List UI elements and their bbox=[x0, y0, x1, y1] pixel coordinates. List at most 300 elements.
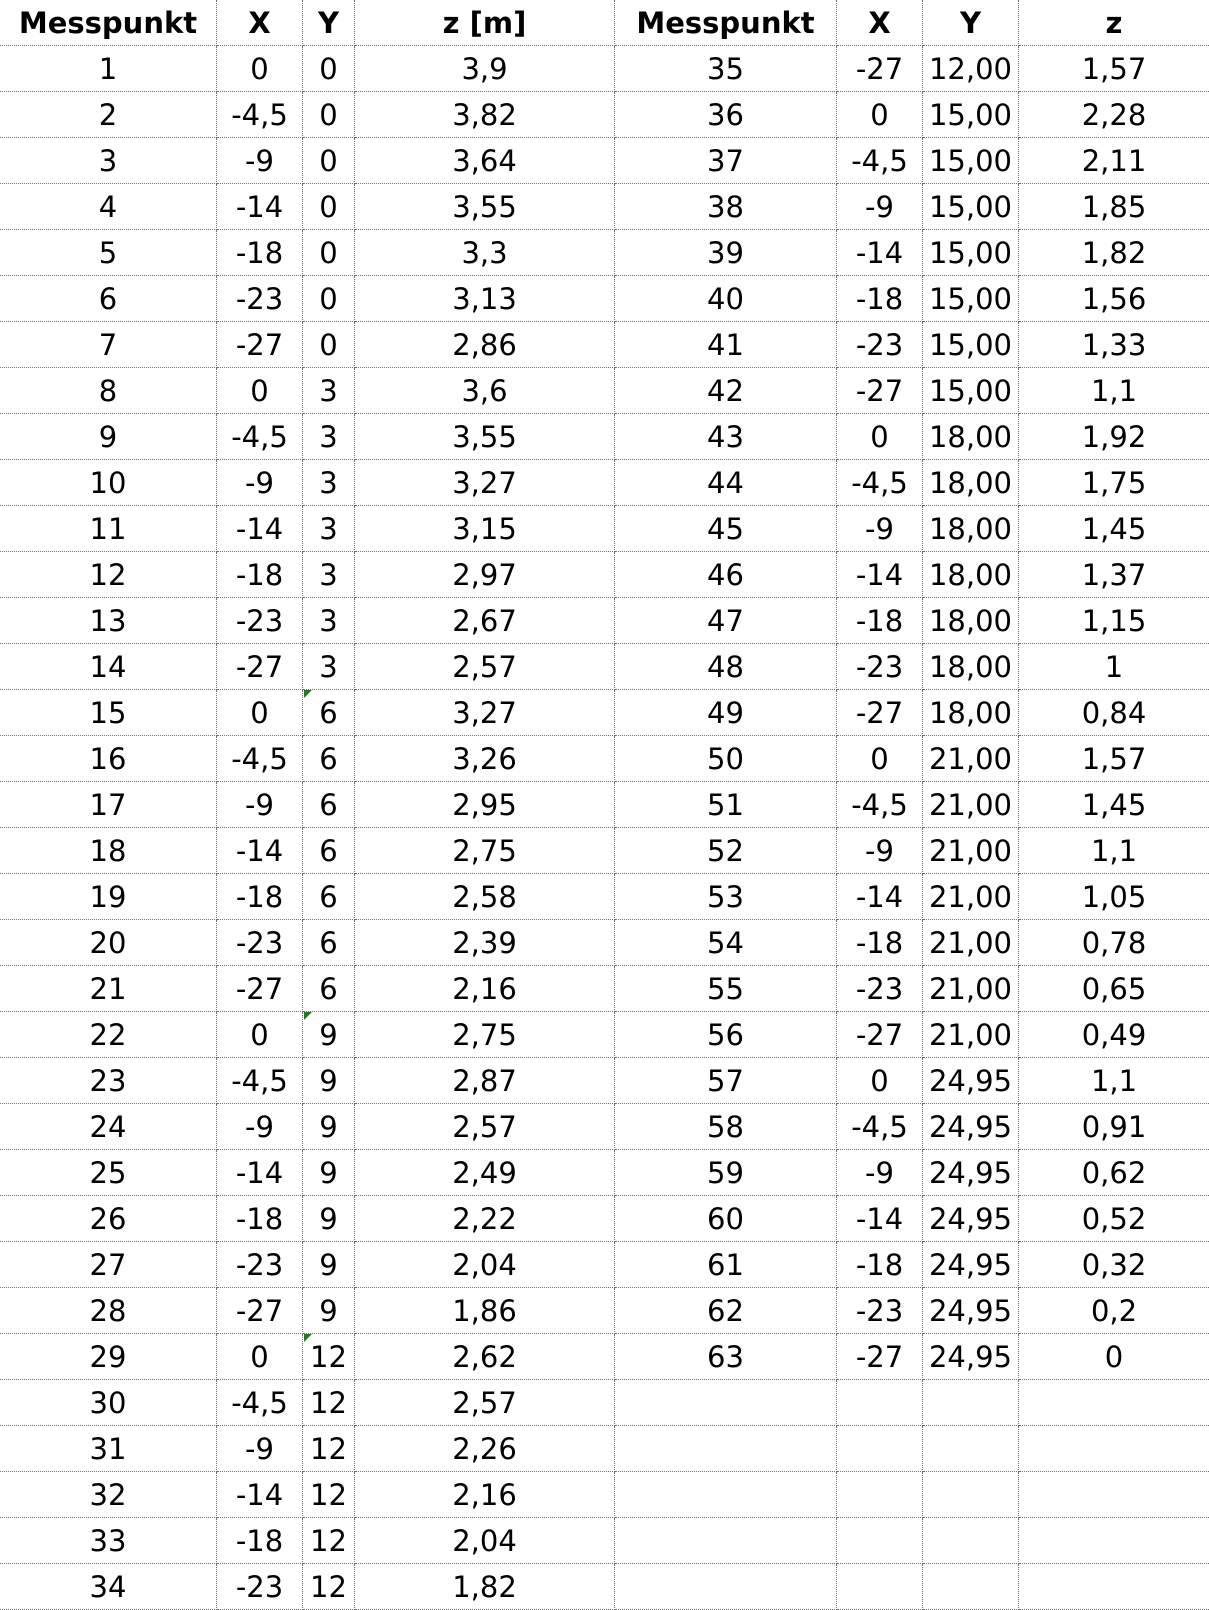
x-cell[interactable]: -9 bbox=[217, 460, 303, 506]
x-cell[interactable]: -23 bbox=[217, 920, 303, 966]
z-cell[interactable]: 2,04 bbox=[355, 1518, 615, 1564]
z-cell-right[interactable]: 1,15 bbox=[1019, 598, 1209, 644]
y-cell[interactable]: 3 bbox=[303, 414, 355, 460]
messpunkt-cell[interactable]: 18 bbox=[0, 828, 217, 874]
y-cell-right[interactable]: 18,00 bbox=[923, 460, 1019, 506]
z-cell[interactable]: 2,86 bbox=[355, 322, 615, 368]
x-cell[interactable]: -18 bbox=[217, 230, 303, 276]
messpunkt-cell-right[interactable]: 42 bbox=[615, 368, 837, 414]
y-cell[interactable]: 6 bbox=[303, 920, 355, 966]
z-cell[interactable]: 2,22 bbox=[355, 1196, 615, 1242]
x-cell-right[interactable] bbox=[837, 1518, 923, 1564]
z-cell-right[interactable]: 1,1 bbox=[1019, 1058, 1209, 1104]
y-cell[interactable]: 3 bbox=[303, 460, 355, 506]
z-cell-right[interactable]: 1 bbox=[1019, 644, 1209, 690]
messpunkt-cell[interactable]: 17 bbox=[0, 782, 217, 828]
z-cell[interactable]: 2,87 bbox=[355, 1058, 615, 1104]
messpunkt-cell-right[interactable]: 56 bbox=[615, 1012, 837, 1058]
y-cell[interactable]: 0 bbox=[303, 46, 355, 92]
y-cell-right[interactable]: 21,00 bbox=[923, 736, 1019, 782]
messpunkt-cell-right[interactable] bbox=[615, 1472, 837, 1518]
table-row bbox=[0, 1518, 1209, 1564]
z-cell[interactable]: 2,57 bbox=[355, 644, 615, 690]
z-cell[interactable]: 3,64 bbox=[355, 138, 615, 184]
messpunkt-cell[interactable]: 27 bbox=[0, 1242, 217, 1288]
messpunkt-cell[interactable]: 28 bbox=[0, 1288, 217, 1334]
messpunkt-cell[interactable]: 20 bbox=[0, 920, 217, 966]
z-cell-right[interactable]: 2,28 bbox=[1019, 92, 1209, 138]
messpunkt-cell-right[interactable]: 46 bbox=[615, 552, 837, 598]
z-cell[interactable]: 2,97 bbox=[355, 552, 615, 598]
y-cell-right[interactable]: 15,00 bbox=[923, 322, 1019, 368]
y-cell[interactable]: 9 bbox=[303, 1196, 355, 1242]
messpunkt-cell[interactable]: 11 bbox=[0, 506, 217, 552]
x-cell-right[interactable]: -23 bbox=[837, 644, 923, 690]
x-cell-right[interactable]: -9 bbox=[837, 1150, 923, 1196]
y-cell-right[interactable]: 24,95 bbox=[923, 1196, 1019, 1242]
y-cell[interactable]: 3 bbox=[303, 598, 355, 644]
messpunkt-cell[interactable]: 10 bbox=[0, 460, 217, 506]
y-cell-right[interactable]: 15,00 bbox=[923, 184, 1019, 230]
z-cell-right[interactable]: 0,2 bbox=[1019, 1288, 1209, 1334]
x-cell-right[interactable]: -27 bbox=[837, 1012, 923, 1058]
y-cell[interactable]: 0 bbox=[303, 322, 355, 368]
z-cell[interactable]: 3,13 bbox=[355, 276, 615, 322]
x-cell-right[interactable]: -23 bbox=[837, 1288, 923, 1334]
x-cell-right[interactable] bbox=[837, 1564, 923, 1610]
messpunkt-cell[interactable]: 32 bbox=[0, 1472, 217, 1518]
z-cell-right[interactable]: 0,32 bbox=[1019, 1242, 1209, 1288]
x-cell-right[interactable]: -27 bbox=[837, 46, 923, 92]
messpunkt-cell-right[interactable] bbox=[615, 1564, 837, 1610]
z-cell[interactable]: 3,27 bbox=[355, 690, 615, 736]
z-cell-right[interactable]: 2,11 bbox=[1019, 138, 1209, 184]
messpunkt-cell[interactable]: 23 bbox=[0, 1058, 217, 1104]
messpunkt-cell-right[interactable]: 44 bbox=[615, 460, 837, 506]
messpunkt-cell[interactable]: 2 bbox=[0, 92, 217, 138]
y-cell-right[interactable] bbox=[923, 1564, 1019, 1610]
z-cell[interactable]: 3,82 bbox=[355, 92, 615, 138]
messpunkt-cell[interactable]: 5 bbox=[0, 230, 217, 276]
messpunkt-cell[interactable]: 9 bbox=[0, 414, 217, 460]
z-cell-right[interactable]: 0,65 bbox=[1019, 966, 1209, 1012]
x-cell[interactable]: -18 bbox=[217, 874, 303, 920]
x-cell[interactable]: -4,5 bbox=[217, 92, 303, 138]
y-cell-right[interactable]: 12,00 bbox=[923, 46, 1019, 92]
messpunkt-cell[interactable]: 6 bbox=[0, 276, 217, 322]
x-cell-right[interactable]: -18 bbox=[837, 276, 923, 322]
z-cell[interactable]: 2,57 bbox=[355, 1104, 615, 1150]
z-cell-right[interactable]: 1,33 bbox=[1019, 322, 1209, 368]
header-cell-z-right[interactable]: z bbox=[1019, 0, 1209, 46]
x-cell[interactable]: 0 bbox=[217, 1012, 303, 1058]
y-cell-right[interactable]: 18,00 bbox=[923, 598, 1019, 644]
x-cell-right[interactable]: 0 bbox=[837, 1058, 923, 1104]
messpunkt-cell-right[interactable]: 45 bbox=[615, 506, 837, 552]
table-row bbox=[0, 1242, 1209, 1288]
z-cell-right[interactable]: 1,37 bbox=[1019, 552, 1209, 598]
y-cell[interactable]: 0 bbox=[303, 138, 355, 184]
x-cell-right[interactable]: -27 bbox=[837, 690, 923, 736]
x-cell[interactable]: -23 bbox=[217, 1564, 303, 1610]
z-cell[interactable]: 2,16 bbox=[355, 966, 615, 1012]
z-cell[interactable]: 2,75 bbox=[355, 1012, 615, 1058]
x-cell[interactable]: -27 bbox=[217, 966, 303, 1012]
y-cell[interactable]: 9 bbox=[303, 1104, 355, 1150]
x-cell[interactable]: -14 bbox=[217, 506, 303, 552]
messpunkt-cell[interactable]: 8 bbox=[0, 368, 217, 414]
messpunkt-cell-right[interactable]: 60 bbox=[615, 1196, 837, 1242]
y-cell-right[interactable]: 21,00 bbox=[923, 874, 1019, 920]
x-cell[interactable]: -4,5 bbox=[217, 1380, 303, 1426]
y-cell-right[interactable]: 24,95 bbox=[923, 1150, 1019, 1196]
x-cell[interactable]: -9 bbox=[217, 1426, 303, 1472]
y-cell[interactable]: 12 bbox=[303, 1380, 355, 1426]
y-cell-right[interactable]: 18,00 bbox=[923, 690, 1019, 736]
z-cell[interactable]: 2,57 bbox=[355, 1380, 615, 1426]
x-cell[interactable]: 0 bbox=[217, 46, 303, 92]
y-cell-right[interactable] bbox=[923, 1518, 1019, 1564]
messpunkt-cell-right[interactable]: 48 bbox=[615, 644, 837, 690]
y-cell-right[interactable]: 21,00 bbox=[923, 828, 1019, 874]
table-row bbox=[0, 690, 1209, 736]
y-cell[interactable]: 6 bbox=[303, 966, 355, 1012]
z-cell[interactable]: 2,04 bbox=[355, 1242, 615, 1288]
header-cell-x[interactable]: X bbox=[217, 0, 303, 46]
y-cell-right[interactable] bbox=[923, 1426, 1019, 1472]
z-cell[interactable]: 2,58 bbox=[355, 874, 615, 920]
y-cell[interactable] bbox=[303, 690, 355, 736]
messpunkt-cell[interactable]: 19 bbox=[0, 874, 217, 920]
messpunkt-cell[interactable]: 33 bbox=[0, 1518, 217, 1564]
x-cell-right[interactable]: -14 bbox=[837, 552, 923, 598]
messpunkt-cell-right[interactable]: 62 bbox=[615, 1288, 837, 1334]
messpunkt-cell-right[interactable]: 63 bbox=[615, 1334, 837, 1380]
y-cell[interactable]: 0 bbox=[303, 92, 355, 138]
x-cell[interactable]: -9 bbox=[217, 1104, 303, 1150]
x-cell-right[interactable]: -23 bbox=[837, 322, 923, 368]
z-cell-right[interactable]: 1,57 bbox=[1019, 736, 1209, 782]
y-cell[interactable]: 0 bbox=[303, 184, 355, 230]
messpunkt-cell-right[interactable]: 49 bbox=[615, 690, 837, 736]
y-cell-right[interactable]: 15,00 bbox=[923, 276, 1019, 322]
messpunkt-cell-right[interactable]: 38 bbox=[615, 184, 837, 230]
x-cell-right[interactable] bbox=[837, 1472, 923, 1518]
x-cell-right[interactable]: -9 bbox=[837, 506, 923, 552]
y-cell-right[interactable]: 21,00 bbox=[923, 782, 1019, 828]
z-cell[interactable]: 2,39 bbox=[355, 920, 615, 966]
z-cell[interactable]: 2,49 bbox=[355, 1150, 615, 1196]
x-cell-right[interactable]: -18 bbox=[837, 920, 923, 966]
messpunkt-cell[interactable]: 24 bbox=[0, 1104, 217, 1150]
z-cell-right[interactable]: 1,45 bbox=[1019, 506, 1209, 552]
messpunkt-cell-right[interactable]: 43 bbox=[615, 414, 837, 460]
z-cell-right[interactable]: 1,05 bbox=[1019, 874, 1209, 920]
table-row bbox=[0, 276, 1209, 322]
messpunkt-cell-right[interactable]: 36 bbox=[615, 92, 837, 138]
y-cell[interactable]: 3 bbox=[303, 368, 355, 414]
header-cell-y[interactable]: Y bbox=[303, 0, 355, 46]
y-cell[interactable]: 9 bbox=[303, 1288, 355, 1334]
messpunkt-cell[interactable]: 1 bbox=[0, 46, 217, 92]
x-cell[interactable]: 0 bbox=[217, 1334, 303, 1380]
messpunkt-cell[interactable]: 30 bbox=[0, 1380, 217, 1426]
messpunkt-cell-right[interactable]: 41 bbox=[615, 322, 837, 368]
y-cell-right[interactable]: 24,95 bbox=[923, 1334, 1019, 1380]
y-cell[interactable]: 9 bbox=[303, 1150, 355, 1196]
y-cell[interactable]: 6 bbox=[303, 828, 355, 874]
z-cell[interactable]: 2,62 bbox=[355, 1334, 615, 1380]
z-cell[interactable]: 3,6 bbox=[355, 368, 615, 414]
header-cell-messpunkt-right[interactable]: Messpunkt bbox=[615, 0, 837, 46]
messpunkt-cell-right[interactable]: 58 bbox=[615, 1104, 837, 1150]
messpunkt-cell-right[interactable]: 59 bbox=[615, 1150, 837, 1196]
x-cell[interactable]: -23 bbox=[217, 276, 303, 322]
x-cell[interactable]: -14 bbox=[217, 1472, 303, 1518]
x-cell-right[interactable] bbox=[837, 1380, 923, 1426]
messpunkt-cell-right[interactable]: 50 bbox=[615, 736, 837, 782]
y-cell[interactable] bbox=[303, 1334, 355, 1380]
table-row bbox=[0, 1150, 1209, 1196]
messpunkt-cell-right[interactable]: 53 bbox=[615, 874, 837, 920]
z-cell-right[interactable]: 1,92 bbox=[1019, 414, 1209, 460]
y-cell[interactable]: 3 bbox=[303, 506, 355, 552]
messpunkt-cell[interactable]: 22 bbox=[0, 1012, 217, 1058]
x-cell-right[interactable]: -14 bbox=[837, 1196, 923, 1242]
y-cell-right[interactable]: 18,00 bbox=[923, 644, 1019, 690]
z-cell-right[interactable]: 1,82 bbox=[1019, 230, 1209, 276]
z-cell-right[interactable] bbox=[1019, 1380, 1209, 1426]
table-row bbox=[0, 874, 1209, 920]
z-cell-right[interactable]: 0,84 bbox=[1019, 690, 1209, 736]
messpunkt-cell-right[interactable]: 55 bbox=[615, 966, 837, 1012]
x-cell-right[interactable]: -18 bbox=[837, 1242, 923, 1288]
z-cell[interactable]: 3,9 bbox=[355, 46, 615, 92]
x-cell[interactable]: -9 bbox=[217, 782, 303, 828]
x-cell[interactable]: -4,5 bbox=[217, 736, 303, 782]
z-cell-right[interactable]: 1,1 bbox=[1019, 368, 1209, 414]
messpunkt-cell-right[interactable]: 39 bbox=[615, 230, 837, 276]
messpunkt-cell-right[interactable]: 47 bbox=[615, 598, 837, 644]
y-cell-right[interactable]: 15,00 bbox=[923, 230, 1019, 276]
y-cell-right[interactable]: 21,00 bbox=[923, 1012, 1019, 1058]
y-cell[interactable]: 9 bbox=[303, 1242, 355, 1288]
x-cell-right[interactable]: -14 bbox=[837, 230, 923, 276]
table-row bbox=[0, 782, 1209, 828]
z-cell[interactable]: 3,55 bbox=[355, 414, 615, 460]
messpunkt-cell[interactable]: 15 bbox=[0, 690, 217, 736]
messpunkt-cell-right[interactable]: 37 bbox=[615, 138, 837, 184]
x-cell-right[interactable]: 0 bbox=[837, 414, 923, 460]
table-row bbox=[0, 368, 1209, 414]
x-cell[interactable]: -14 bbox=[217, 1150, 303, 1196]
y-cell[interactable] bbox=[303, 1012, 355, 1058]
x-cell[interactable]: 0 bbox=[217, 690, 303, 736]
z-cell-right[interactable] bbox=[1019, 1472, 1209, 1518]
z-cell[interactable]: 3,26 bbox=[355, 736, 615, 782]
z-cell-right[interactable]: 0 bbox=[1019, 1334, 1209, 1380]
z-cell[interactable]: 1,82 bbox=[355, 1564, 615, 1610]
y-cell-right[interactable] bbox=[923, 1472, 1019, 1518]
table-row bbox=[0, 644, 1209, 690]
z-cell-right[interactable]: 1,57 bbox=[1019, 46, 1209, 92]
y-cell-right[interactable]: 24,95 bbox=[923, 1242, 1019, 1288]
messpunkt-cell[interactable]: 7 bbox=[0, 322, 217, 368]
x-cell-right[interactable]: 0 bbox=[837, 736, 923, 782]
y-cell-right[interactable]: 24,95 bbox=[923, 1104, 1019, 1150]
y-cell-right[interactable]: 15,00 bbox=[923, 368, 1019, 414]
z-cell-right[interactable]: 0,62 bbox=[1019, 1150, 1209, 1196]
messpunkt-cell[interactable]: 31 bbox=[0, 1426, 217, 1472]
y-cell[interactable]: 12 bbox=[303, 1426, 355, 1472]
table-row bbox=[0, 414, 1209, 460]
x-cell[interactable]: -9 bbox=[217, 138, 303, 184]
y-cell-right[interactable]: 15,00 bbox=[923, 92, 1019, 138]
z-cell[interactable]: 2,26 bbox=[355, 1426, 615, 1472]
y-cell[interactable]: 6 bbox=[303, 782, 355, 828]
messpunkt-cell[interactable]: 12 bbox=[0, 552, 217, 598]
cell-value: 9 bbox=[319, 1018, 338, 1052]
z-cell[interactable]: 2,75 bbox=[355, 828, 615, 874]
y-cell[interactable]: 9 bbox=[303, 1058, 355, 1104]
x-cell-right[interactable]: -18 bbox=[837, 598, 923, 644]
x-cell-right[interactable]: 0 bbox=[837, 92, 923, 138]
x-cell[interactable]: -4,5 bbox=[217, 1058, 303, 1104]
z-cell[interactable]: 3,15 bbox=[355, 506, 615, 552]
x-cell-right[interactable]: -23 bbox=[837, 966, 923, 1012]
header-row bbox=[0, 0, 1209, 46]
y-cell[interactable]: 0 bbox=[303, 230, 355, 276]
x-cell-right[interactable]: -27 bbox=[837, 368, 923, 414]
x-cell-right[interactable]: -4,5 bbox=[837, 138, 923, 184]
y-cell[interactable]: 12 bbox=[303, 1472, 355, 1518]
x-cell[interactable]: -23 bbox=[217, 1242, 303, 1288]
y-cell[interactable]: 3 bbox=[303, 552, 355, 598]
z-cell-right[interactable]: 1,85 bbox=[1019, 184, 1209, 230]
z-cell-right[interactable]: 0,91 bbox=[1019, 1104, 1209, 1150]
messpunkt-cell-right[interactable]: 52 bbox=[615, 828, 837, 874]
x-cell-right[interactable]: -4,5 bbox=[837, 460, 923, 506]
x-cell[interactable]: -14 bbox=[217, 828, 303, 874]
z-cell[interactable]: 3,27 bbox=[355, 460, 615, 506]
table-row bbox=[0, 966, 1209, 1012]
y-cell-right[interactable]: 18,00 bbox=[923, 552, 1019, 598]
x-cell-right[interactable]: -4,5 bbox=[837, 782, 923, 828]
messpunkt-cell[interactable]: 21 bbox=[0, 966, 217, 1012]
x-cell[interactable]: -27 bbox=[217, 322, 303, 368]
z-cell[interactable]: 1,86 bbox=[355, 1288, 615, 1334]
x-cell-right[interactable]: -9 bbox=[837, 184, 923, 230]
messpunkt-cell[interactable]: 26 bbox=[0, 1196, 217, 1242]
x-cell[interactable]: -4,5 bbox=[217, 414, 303, 460]
messpunkt-cell-right[interactable]: 51 bbox=[615, 782, 837, 828]
messpunkt-cell[interactable]: 16 bbox=[0, 736, 217, 782]
x-cell-right[interactable]: -4,5 bbox=[837, 1104, 923, 1150]
number-as-text-indicator-icon bbox=[304, 1012, 312, 1020]
messpunkt-cell[interactable]: 14 bbox=[0, 644, 217, 690]
table-row bbox=[0, 46, 1209, 92]
y-cell-right[interactable]: 18,00 bbox=[923, 506, 1019, 552]
y-cell-right[interactable]: 15,00 bbox=[923, 138, 1019, 184]
y-cell-right[interactable] bbox=[923, 1380, 1019, 1426]
messpunkt-cell[interactable]: 3 bbox=[0, 138, 217, 184]
y-cell[interactable]: 6 bbox=[303, 874, 355, 920]
y-cell-right[interactable]: 21,00 bbox=[923, 966, 1019, 1012]
z-cell-right[interactable] bbox=[1019, 1518, 1209, 1564]
z-cell[interactable]: 2,95 bbox=[355, 782, 615, 828]
z-cell[interactable]: 3,55 bbox=[355, 184, 615, 230]
header-cell-messpunkt[interactable]: Messpunkt bbox=[0, 0, 217, 46]
y-cell[interactable]: 6 bbox=[303, 736, 355, 782]
messpunkt-cell-right[interactable]: 35 bbox=[615, 46, 837, 92]
header-cell-x-right[interactable]: X bbox=[837, 0, 923, 46]
z-cell-right[interactable]: 0,52 bbox=[1019, 1196, 1209, 1242]
y-cell-right[interactable]: 18,00 bbox=[923, 414, 1019, 460]
x-cell-right[interactable]: -9 bbox=[837, 828, 923, 874]
x-cell-right[interactable]: -27 bbox=[837, 1334, 923, 1380]
header-cell-y-right[interactable]: Y bbox=[923, 0, 1019, 46]
x-cell[interactable]: -14 bbox=[217, 184, 303, 230]
z-cell-right[interactable] bbox=[1019, 1426, 1209, 1472]
x-cell[interactable]: -18 bbox=[217, 1518, 303, 1564]
header-cell-z-m[interactable]: z [m] bbox=[355, 0, 615, 46]
y-cell[interactable]: 12 bbox=[303, 1518, 355, 1564]
table-row bbox=[0, 920, 1209, 966]
z-cell-right[interactable]: 1,75 bbox=[1019, 460, 1209, 506]
y-cell[interactable]: 0 bbox=[303, 276, 355, 322]
z-cell-right[interactable] bbox=[1019, 1564, 1209, 1610]
messpunkt-cell[interactable]: 34 bbox=[0, 1564, 217, 1610]
z-cell-right[interactable]: 0,78 bbox=[1019, 920, 1209, 966]
y-cell-right[interactable]: 21,00 bbox=[923, 920, 1019, 966]
messpunkt-cell-right[interactable] bbox=[615, 1426, 837, 1472]
x-cell[interactable]: -27 bbox=[217, 1288, 303, 1334]
messpunkt-cell-right[interactable]: 61 bbox=[615, 1242, 837, 1288]
messpunkt-cell[interactable]: 29 bbox=[0, 1334, 217, 1380]
x-cell[interactable]: -18 bbox=[217, 552, 303, 598]
z-cell[interactable]: 3,3 bbox=[355, 230, 615, 276]
messpunkt-cell-right[interactable] bbox=[615, 1518, 837, 1564]
messpunkt-cell[interactable]: 25 bbox=[0, 1150, 217, 1196]
y-cell-right[interactable]: 24,95 bbox=[923, 1288, 1019, 1334]
table-row bbox=[0, 828, 1209, 874]
x-cell[interactable]: -18 bbox=[217, 1196, 303, 1242]
table-row bbox=[0, 230, 1209, 276]
y-cell[interactable]: 3 bbox=[303, 644, 355, 690]
messpunkt-cell[interactable]: 13 bbox=[0, 598, 217, 644]
z-cell[interactable]: 2,16 bbox=[355, 1472, 615, 1518]
messpunkt-cell-right[interactable]: 54 bbox=[615, 920, 837, 966]
z-cell[interactable]: 2,67 bbox=[355, 598, 615, 644]
y-cell[interactable]: 12 bbox=[303, 1564, 355, 1610]
x-cell[interactable]: -27 bbox=[217, 644, 303, 690]
x-cell-right[interactable] bbox=[837, 1426, 923, 1472]
table-row bbox=[0, 1426, 1209, 1472]
x-cell-right[interactable]: -14 bbox=[837, 874, 923, 920]
y-cell-right[interactable]: 24,95 bbox=[923, 1058, 1019, 1104]
messpunkt-cell[interactable]: 4 bbox=[0, 184, 217, 230]
z-cell-right[interactable]: 1,56 bbox=[1019, 276, 1209, 322]
z-cell-right[interactable]: 0,49 bbox=[1019, 1012, 1209, 1058]
z-cell-right[interactable]: 1,1 bbox=[1019, 828, 1209, 874]
messpunkt-cell-right[interactable] bbox=[615, 1380, 837, 1426]
messpunkt-cell-right[interactable]: 40 bbox=[615, 276, 837, 322]
x-cell[interactable]: 0 bbox=[217, 368, 303, 414]
z-cell-right[interactable]: 1,45 bbox=[1019, 782, 1209, 828]
table-row bbox=[0, 1564, 1209, 1610]
messpunkt-cell-right[interactable]: 57 bbox=[615, 1058, 837, 1104]
x-cell[interactable]: -23 bbox=[217, 598, 303, 644]
